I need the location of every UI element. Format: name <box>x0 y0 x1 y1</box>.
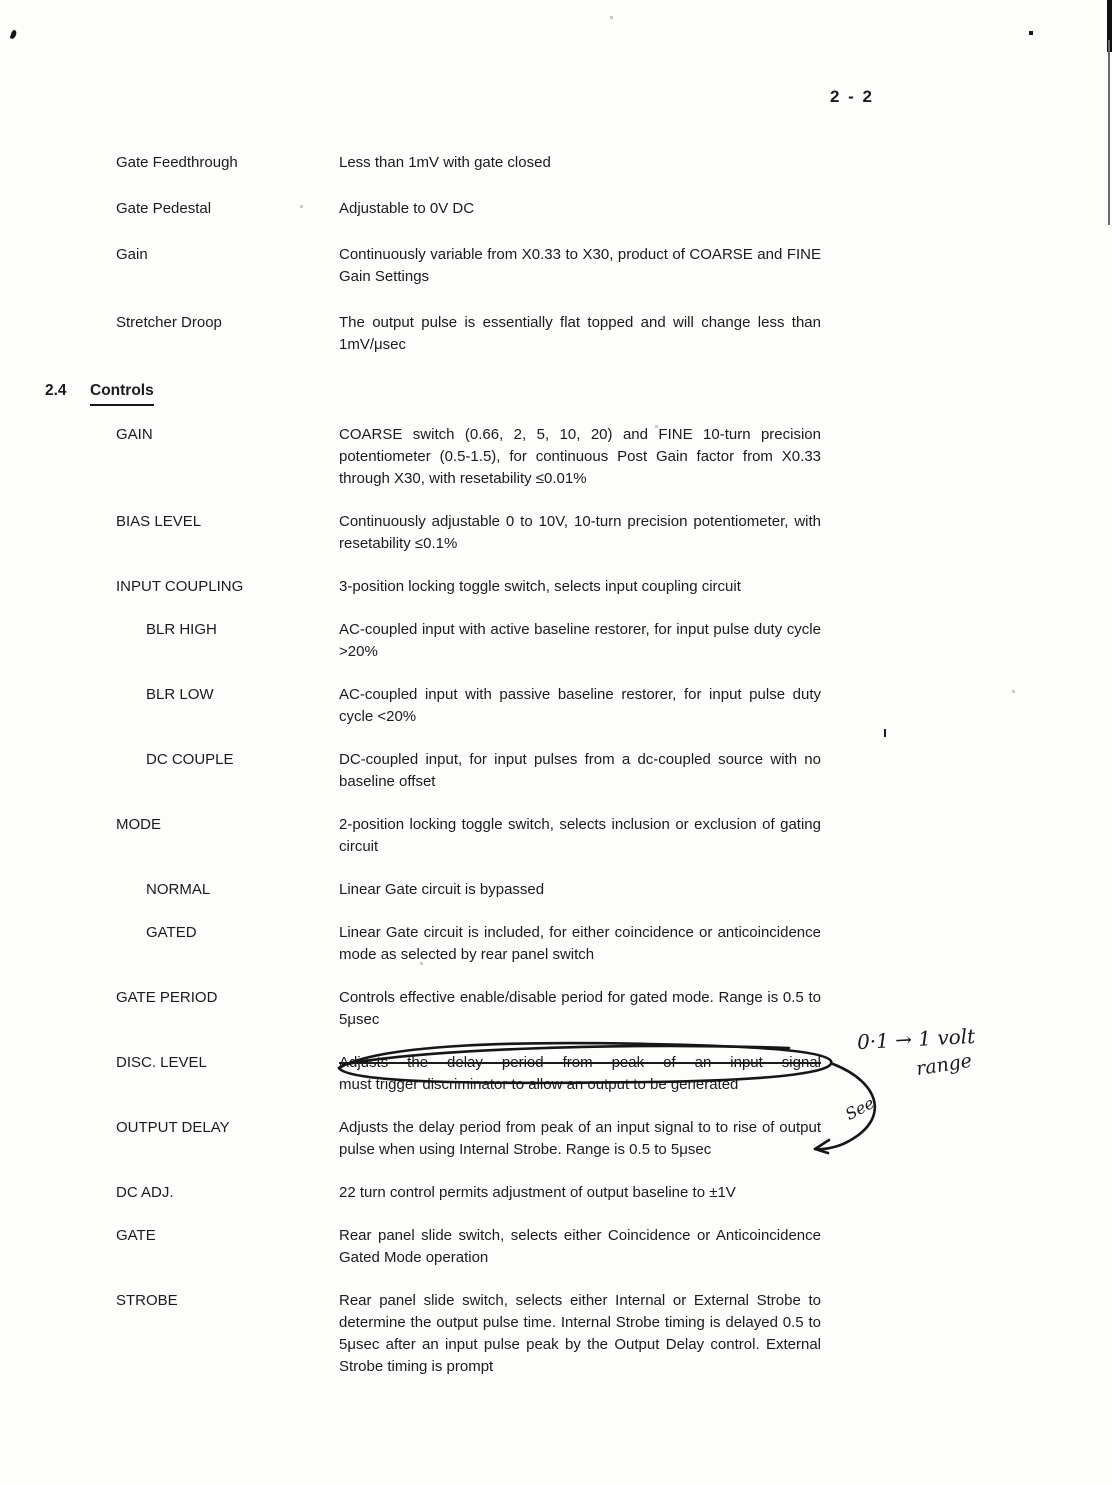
control-label: GATE PERIOD <box>116 989 218 1006</box>
control-desc: 22 turn control permits adjustment of output baseline to ±1V <box>339 1184 736 1201</box>
control-row <box>0 1225 1112 1269</box>
control-desc: AC-coupled input with passive baseline restorer, for input pulse duty cycle <20% <box>339 686 821 725</box>
control-label: INPUT COUPLING <box>116 578 244 595</box>
control-desc: Continuously adjustable 0 to 10V, 10-turn precision potentiometer, with resetability ≤0.1% <box>339 513 821 552</box>
control-label: DC ADJ. <box>116 1184 174 1201</box>
spec-row <box>0 198 1112 220</box>
control-row-disc-level <box>0 1023 1112 1124</box>
control-row <box>0 1290 1112 1378</box>
control-row <box>0 511 1112 555</box>
handwritten-note-see: See <box>842 1093 878 1124</box>
control-label: DISC. LEVEL <box>116 1054 207 1071</box>
control-desc: COARSE switch (0.66, 2, 5, 10, 20) and FINE 10-turn precision potentiometer (0.5-1.5), for continuous Post Gain factor from X0.33 through X30, with resetability ≤0.01% <box>339 426 821 487</box>
control-desc: Linear Gate circuit is included, for either coincidence or anticoincidence mode as selected by rear panel switch <box>339 924 821 963</box>
control-label: GATED <box>146 924 197 941</box>
spec-row <box>0 312 1112 356</box>
control-desc: DC-coupled input, for input pulses from a dc-coupled source with no baseline offset <box>339 751 821 790</box>
control-row <box>0 619 1112 663</box>
spec-label: Gain <box>116 246 148 263</box>
control-desc: AC-coupled input with active baseline restorer, for input pulse duty cycle >20% <box>339 621 821 660</box>
spec-desc: Less than 1mV with gate closed <box>339 154 551 171</box>
page-number: 2 - 2 <box>830 87 875 106</box>
control-row <box>0 879 1112 901</box>
control-desc <box>339 1023 976 1124</box>
section-heading <box>45 380 1112 406</box>
spec-row <box>0 244 1112 288</box>
control-desc: Controls effective enable/disable period for gated mode. Range is 0.5 to 5μsec <box>339 989 821 1028</box>
control-label: GAIN <box>116 426 153 443</box>
handwritten-note-range: range <box>914 1049 974 1081</box>
scan-speck <box>1029 31 1033 35</box>
control-label: MODE <box>116 816 161 833</box>
section-title: Controls <box>90 380 154 406</box>
handwritten-note-value: 0·1 → 1 volt <box>856 1023 976 1055</box>
control-desc: 3-position locking toggle switch, selects input coupling circuit <box>339 578 741 595</box>
control-label: BLR LOW <box>146 686 214 703</box>
control-row <box>0 987 1112 1031</box>
control-desc: 2-position locking toggle switch, selects inclusion or exclusion of gating circuit <box>339 816 821 855</box>
control-row <box>0 424 1112 490</box>
spec-desc: Adjustable to 0V DC <box>339 200 475 217</box>
control-label: GATE <box>116 1227 156 1244</box>
document-body <box>0 152 1112 1399</box>
section-number: 2.4 <box>45 382 67 399</box>
control-desc: Adjusts the delay period from peak of an input signal to to rise of output pulse when using Internal Strobe. Range is 0.5 to 5μsec <box>339 1119 821 1158</box>
spec-label: Gate Feedthrough <box>116 154 238 171</box>
control-desc: Rear panel slide switch, selects either Internal or External Strobe to determine the output pulse time. Internal Strobe timing is delayed 0.5 to 5μsec after an input pulse peak by the Output Delay control. External Strobe timing is prompt <box>339 1292 821 1375</box>
control-row <box>0 684 1112 728</box>
control-row <box>0 749 1112 793</box>
control-row <box>0 576 1112 598</box>
control-label: STROBE <box>116 1292 178 1309</box>
control-row <box>0 922 1112 966</box>
control-label: OUTPUT DELAY <box>116 1119 230 1136</box>
control-label: DC COUPLE <box>146 751 234 768</box>
control-desc: Rear panel slide switch, selects either Coincidence or Anticoincidence Gated Mode operation <box>339 1227 821 1266</box>
control-label: BLR HIGH <box>146 621 217 638</box>
spec-label: Stretcher Droop <box>116 314 222 331</box>
control-label: NORMAL <box>146 881 211 898</box>
spec-desc: The output pulse is essentially flat topped and will change less than 1mV/μsec <box>339 314 821 353</box>
spec-label: Gate Pedestal <box>116 200 212 217</box>
control-row <box>0 1182 1112 1204</box>
control-row <box>0 814 1112 858</box>
struck-text: Adjusts the delay period from peak of an input signal <box>339 1054 821 1071</box>
control-desc: Linear Gate circuit is bypassed <box>339 881 545 898</box>
control-row <box>0 1117 1112 1161</box>
scan-speck <box>10 29 18 39</box>
control-label: BIAS LEVEL <box>116 513 202 530</box>
scan-speck <box>610 16 613 19</box>
spec-row <box>0 152 1112 174</box>
control-desc-text: must trigger discriminator to allow an output to be generated <box>339 1076 739 1093</box>
spec-desc: Continuously variable from X0.33 to X30, product of COARSE and FINE Gain Settings <box>339 246 821 285</box>
